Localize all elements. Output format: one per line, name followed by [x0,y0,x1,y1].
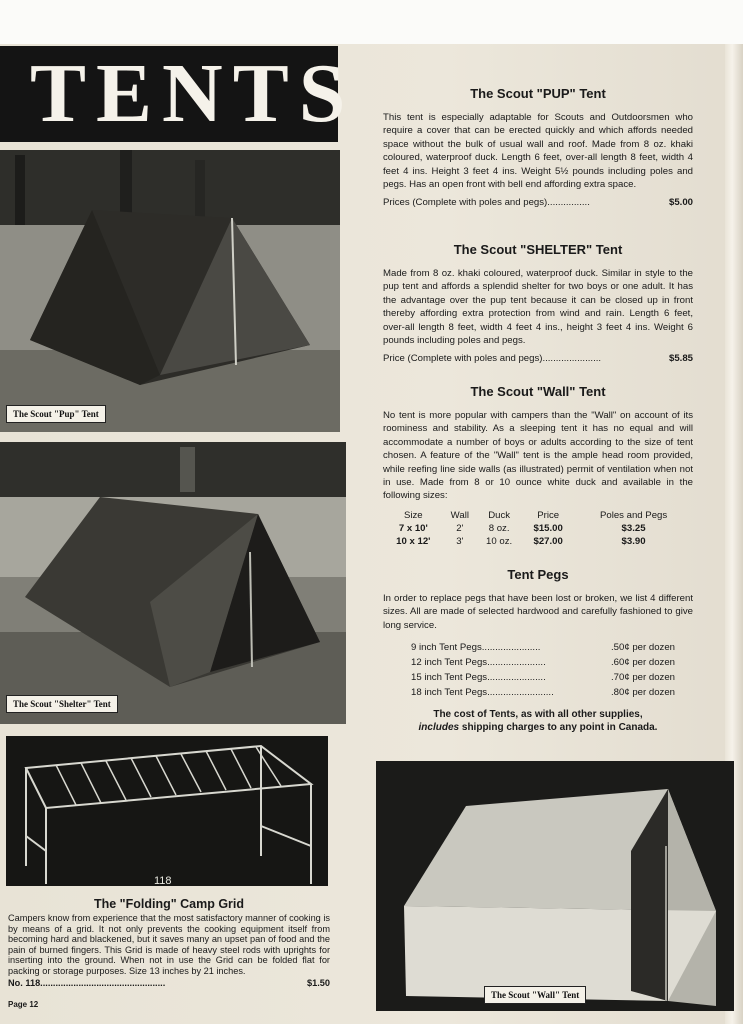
shelter-heading: The Scout "SHELTER" Tent [453,242,623,257]
shipping-note-emphasis: includes [418,722,460,734]
table-row [383,522,693,535]
table-header: Price [537,509,560,521]
grid-photo-number: 118 [154,875,172,886]
shipping-note-line2 [383,721,693,734]
wall-tent-photo [376,761,734,1011]
list-item [411,655,675,670]
wall-heading: The Scout "Wall" Tent [470,384,606,399]
table-cell: $3.25 [621,522,646,534]
camp-grid-heading: The "Folding" Camp Grid [93,897,245,911]
shelter-section [383,242,693,364]
page-title: TENTS [0,46,338,142]
table-header: Duck [488,509,511,521]
shelter-tent-photo [0,442,346,724]
list-item [411,670,675,685]
wall-size-table [383,509,693,548]
table-cell: $27.00 [533,535,563,547]
shelter-description: Made from 8 oz. khaki coloured, waterproof duck. Similar in style to the pup tent and affords a splendid shelter for two boys or one adult. It has the advantage over the pup tent because it can be closed up in front thereby affording extra protection from wind and rain. Length 6 feet, over-all length 8 feet, width 4 feet 4 ins., height 3 feet 4 ins. Weight 6 pounds including poles and pegs. [383,268,693,347]
pup-tent-caption: The Scout "Pup" Tent [6,405,106,423]
camp-grid-price-value: $1.50 [307,977,330,988]
pegs-section [383,567,693,734]
wall-section [383,384,693,548]
pup-heading: The Scout "PUP" Tent [470,86,606,101]
camp-grid-photo [6,736,328,886]
table-cell: 8 oz. [488,522,510,534]
page-top-margin [0,0,743,44]
peg-label: 9 inch Tent Pegs...................... [411,642,541,654]
camp-grid-description: Campers know from experience that the most satisfactory manner of cooking is by means of a grid. It not only prevents the cooking equipment itself from becoming hard and blackened, but it saves many an upset pan of food and the pain of burned fingers. This Grid is made of heavy steel rods with uprights for inserting into the ground. When not in use the Grid can be folded flat for packing or storage purposes. Size 13 inches by 21 inches. [8,913,330,976]
camp-grid-price-line [8,978,330,988]
table-header: Poles and Pegs [599,509,668,521]
table-header: Size [403,509,423,521]
table-cell: $3.90 [621,535,646,547]
peg-price: .80¢ per dozen [610,687,675,699]
page-number: Page 12 [8,1000,39,1009]
list-item [411,685,675,700]
wall-tent-caption: The Scout "Wall" Tent [484,986,586,1004]
pup-price-line [383,197,693,208]
shipping-note [383,708,693,734]
table-header: Wall [450,509,469,521]
shelter-price-value: $5.85 [668,353,693,365]
pup-description: This tent is especially adaptable for Scouts and Outdoorsmen who require a cover that can be erected quickly and which affords needed space without the bulk of usual wall and roof. Made from 8 oz. khaki coloured, waterproof duck. Length 6 feet, over-all length 8 feet, width 4 feet 4 ins. Height 3 feet 4 ins. Weight 5½ pounds including poles and pegs. Has an open front with bell end affording extra space. [383,112,693,191]
pup-tent-photo [0,150,340,432]
table-cell: 10 oz. [486,535,513,547]
table-cell: 10 x 12' [396,535,431,547]
pegs-description: In order to replace pegs that have been lost or broken, we list 4 different sizes. All are made of selected hardwood and carefully fashioned to give long service. [383,593,693,631]
pup-price-value: $5.00 [668,197,693,209]
pup-section [383,86,693,208]
peg-label: 12 inch Tent Pegs...................... [411,657,546,669]
camp-grid-price-label: No. 118................................................. [8,977,166,988]
table-header-row [383,509,693,522]
table-cell: 3' [456,535,464,547]
wall-description: No tent is more popular with campers than the "Wall" on account of its roominess and stability. As a sleeping tent it has no equal and will accommodate a number of boys or adults according to the size of tent chosen. A feature of the "Wall" tent is the ample head room provided, while reefing line side walls (as illustrated) permit of ventilation when not in use. Made from 8 or 10 ounce white duck and available in the following sizes: [383,410,693,502]
peg-price: .50¢ per dozen [610,642,675,654]
table-cell: $15.00 [533,522,563,534]
table-cell: 7 x 10' [398,522,428,534]
shelter-price-line [383,353,693,364]
pup-price-label: Prices (Complete with poles and pegs)................ [383,197,590,209]
peg-price: .60¢ per dozen [610,657,675,669]
peg-price: .70¢ per dozen [610,672,675,684]
pegs-heading: Tent Pegs [507,567,569,582]
camp-grid-section [8,897,330,988]
shipping-note-line1: The cost of Tents, as with all other supplies, [433,709,643,721]
list-item [411,640,675,655]
shelter-tent-caption: The Scout "Shelter" Tent [6,695,118,713]
table-cell: 2' [456,522,464,534]
shipping-note-rest: shipping charges to any point in Canada. [459,722,658,734]
pegs-price-list [411,640,675,700]
shelter-price-label: Price (Complete with poles and pegs)...................... [383,353,602,365]
table-row [383,535,693,548]
peg-label: 15 inch Tent Pegs...................... [411,672,546,684]
peg-label: 18 inch Tent Pegs......................... [411,687,554,699]
